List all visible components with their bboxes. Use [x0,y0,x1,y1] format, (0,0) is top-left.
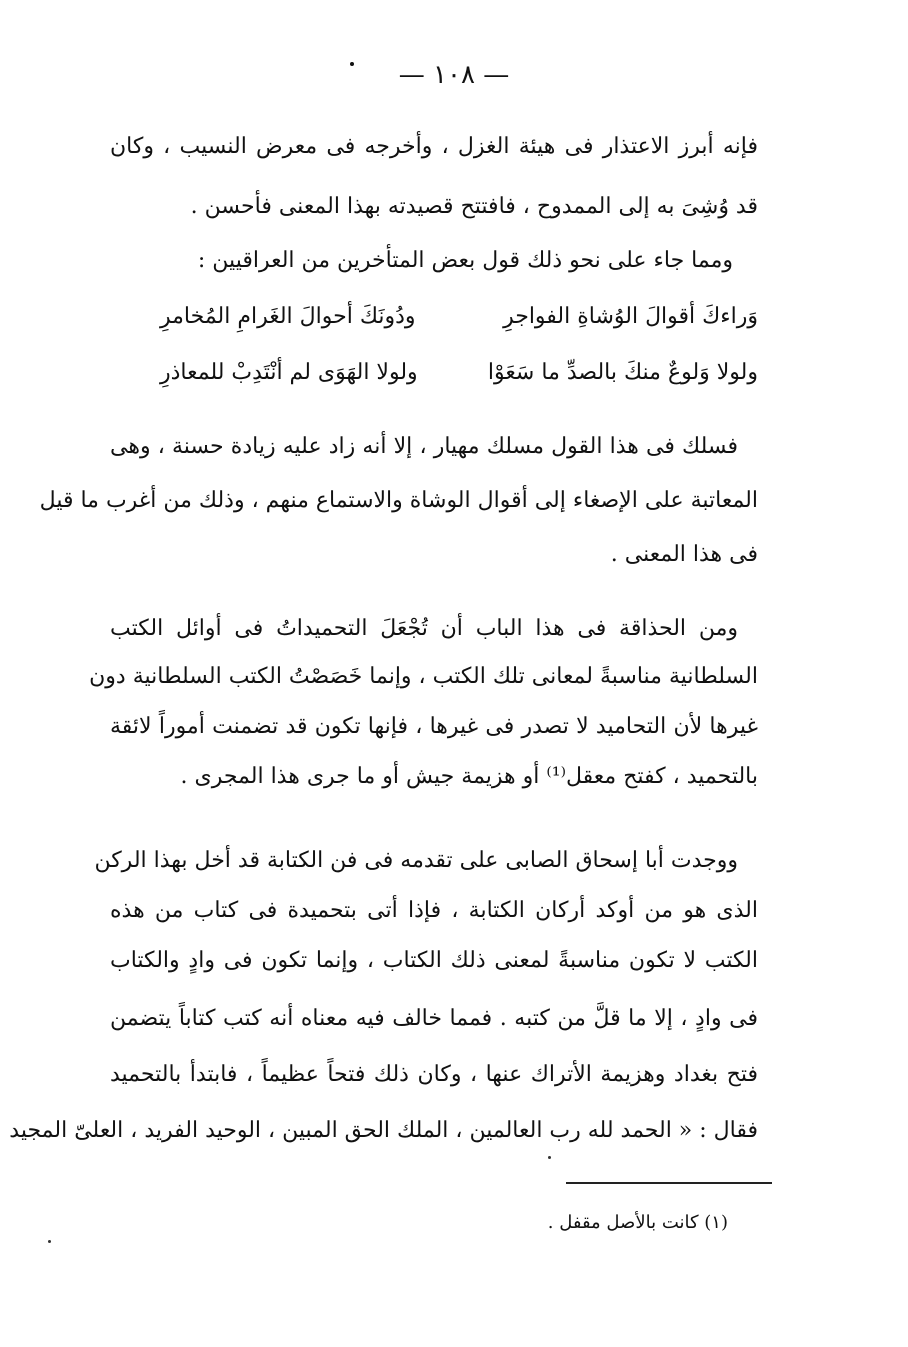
text-line: فتح بغداد وهزيمة الأتراك عنها ، وكان ذلك فتحاً عظيماً ، فابتدأ بالتحميد [110,1062,758,1087]
verse-hemistich-left: ودُونَكَ أحوالَ الغَرامِ المُخامرِ [160,304,416,329]
ink-speck [548,1156,551,1159]
text-line: السلطانية مناسبةً لمعانى تلك الكتب ، وإنما خَصَصْتُ الكتب السلطانية دون [89,664,758,689]
text-line: ومن الحذاقة فى هذا الباب أن تُجْعَلَ التحميداتُ فى أوائل الكتب [110,616,738,641]
verse-hemistich-left: ولولا الهَوَى لم أنْتَدِبْ للمعاذرِ [160,360,418,385]
text-line: ومما جاء على نحو ذلك قول بعض المتأخرين من العراقيين : [197,248,733,273]
text-line: قد وُشِىَ به إلى الممدوح ، فافتتح قصيدته بهذا المعنى فأحسن . [190,194,758,219]
text-line: الكتب لا تكون مناسبةً لمعنى ذلك الكتاب ، وإنما تكون فى وادٍ والكتاب [110,948,758,973]
text-line: الذى هو من أوكد أركان الكتابة ، فإذا أتى بتحميدة فى كتاب من هذه [110,898,758,923]
page-number: — ١٠٨ — [398,60,510,90]
text-line: فى هذا المعنى . [610,542,758,567]
footnote: (١) كانت بالأصل مقفل . [547,1212,728,1233]
text-line: فسلك فى هذا القول مسلك مهيار ، إلا أنه زاد عليه زيادة حسنة ، وهى [110,434,738,459]
text-line: فى وادٍ ، إلا ما قلَّ من كتبه . فمما خالف فيه معناه أنه كتب كتاباً يتضمن [110,1006,758,1031]
text-line: ووجدت أبا إسحاق الصابى على تقدمه فى فن الكتابة قد أخل بهذا الركن [94,848,738,873]
footnote-rule [566,1182,772,1184]
text-line: غيرها لأن التحاميد لا تصدر فى غيرها ، فإنها تكون قد تضمنت أموراً لائقة [110,714,758,739]
text-line: المعاتبة على الإصغاء إلى أقوال الوشاة والاستماع منهم ، وذلك من أغرب ما قيل [39,488,758,513]
text-line: فإنه أبرز الاعتذار فى هيئة الغزل ، وأخرجه فى معرض النسيب ، وكان [110,134,758,159]
verse-hemistich-right: وَراءكَ أقوالَ الوُشاةِ الفواجرِ [503,304,758,329]
ink-speck [48,1240,51,1243]
text-line: بالتحميد ، كفتح معقل⁽¹⁾ أو هزيمة جيش أو ما جرى هذا المجرى . [180,764,758,789]
text-line: فقال : « الحمد لله رب العالمين ، الملك الحق المبين ، الوحيد الفريد ، العلىّ المجيد [9,1118,758,1143]
verse-hemistich-right: ولولا وَلوعٌ منكَ بالصدِّ ما سَعَوْا [487,360,758,385]
